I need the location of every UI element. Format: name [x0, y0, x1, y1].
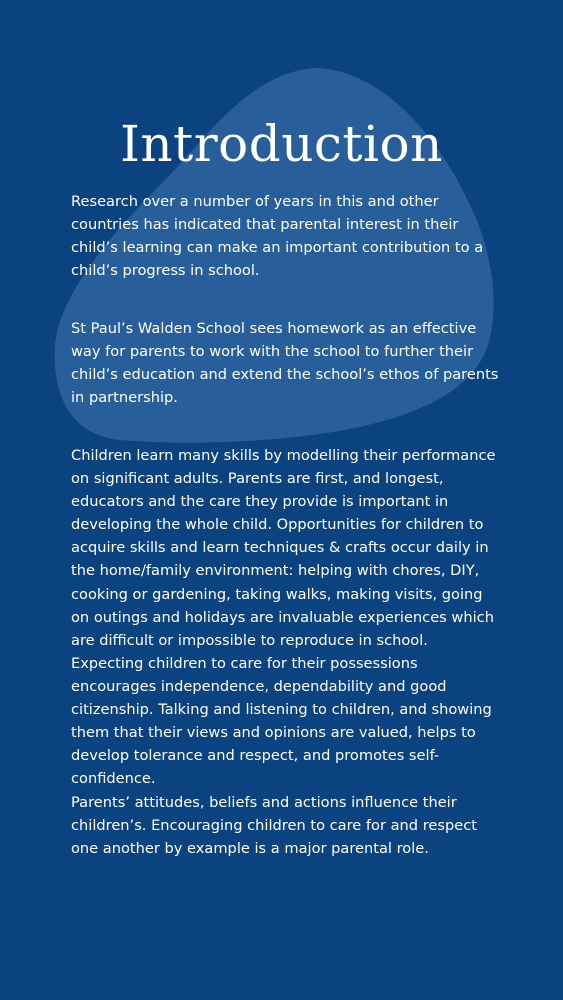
- intro-paragraph-attitudes: Parents’ attitudes, beliefs and actions influence their children’s. Encouraging children to care for and respect one another by example is a major parental role.: [71, 794, 477, 858]
- intro-paragraph-research: Research over a number of years in this and other countries has indicated that parental interest in their child’s learning can make an important contribution to a child’s progress in school.: [71, 193, 484, 280]
- intro-paragraph-skills: Children learn many skills by modelling their performance on significant adults. Parents are first, and longest, educators and the care they provide is important in developing the whole child. Opportunities for children to acquire skills and learn techniques & crafts occur daily in the home/family environment: helping with chores, DIY, cooking or gardening, taking walks, making visits, going on outings and holidays are invaluable experiences which are difficult or impossible to reproduce in school. Expecting children to care for their possessions encourages independence, dependability and good citizenship. Talking and listening to children, and showing them that their views and opinions are valued, helps to develop tolerance and respect, and promotes self-confidence.: [71, 447, 496, 788]
- intro-paragraph-school-homework: St Paul’s Walden School sees homework as an effective way for parents to work with the school to further their child’s education and extend the school’s ethos of parents in partnership.: [71, 320, 499, 407]
- page-title: Introduction: [120, 115, 443, 173]
